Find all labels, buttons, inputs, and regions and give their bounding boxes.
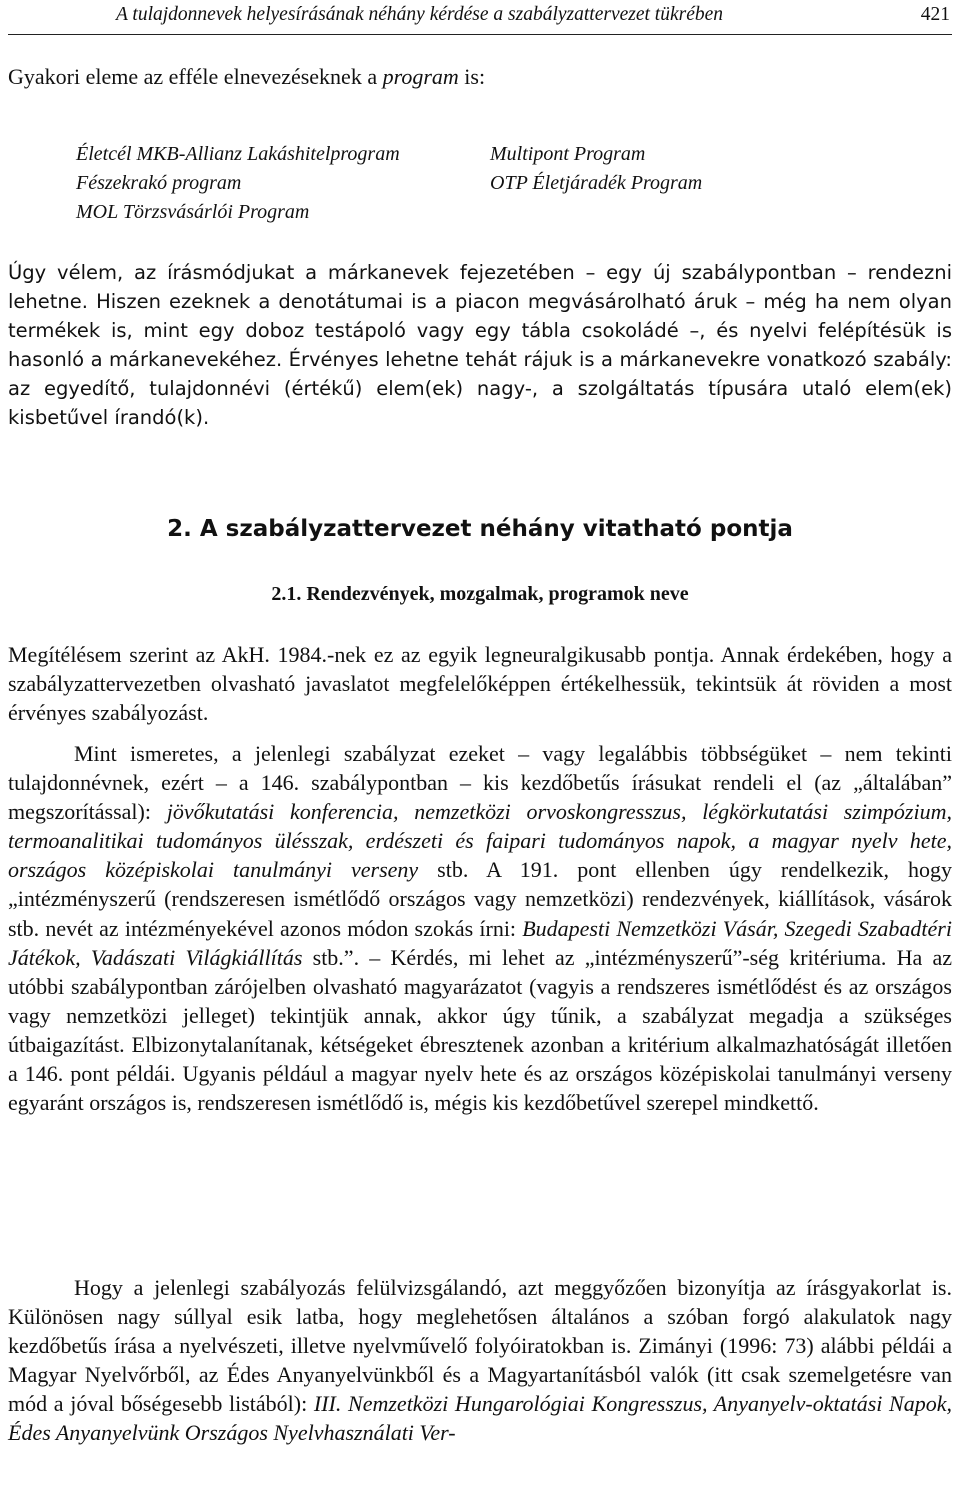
intro-italic-term: program <box>382 64 459 89</box>
page-number: 421 <box>920 4 950 25</box>
paragraph-3-text: stb. A 191. pont ellenben úgy rendelkezik, hogy „intézményszerű (rendszeresen ismétlődő országos vagy nemzetközi) rendezvények, kiállítások, vásárok stb. nevét az intézményekével azonos módon szokás írni: <box>8 857 953 941</box>
paragraph-2: Megítélésem szerint az AkH. 1984.-nek ez az egyik legneuralgikusabb pontja. Annak érdekében, hogy a szabályzattervezetben olvasható javaslatot megfelelőképpen értékelhessük, tekintsük át röviden a most érvényes szabályozást. <box>8 642 952 726</box>
example-item: Életcél MKB-Allianz Lakáshitelprogram <box>76 143 400 165</box>
paragraph-3-examples-italic: jövőkutatási konferencia, nemzetközi orvoskongresszus, légkörkutatási szimpózium, termoanalitikai tudományos ülésszak, erdészeti és faipari tudományos napok, a magyar nyelv hete, országos középiskolai tanulmányi verseny <box>8 799 952 883</box>
paragraph-3-examples-italic: Budapesti Nemzetközi Vásár, Szegedi Szabadtéri Játékok, Vadászati Világkiállítás <box>8 915 952 970</box>
paragraph-3 <box>8 739 952 1117</box>
section-heading: 2. A szabályzattervezet néhány vitatható pontja <box>167 516 793 542</box>
example-item: Fészekrakó program <box>76 172 242 194</box>
running-header <box>8 0 952 35</box>
paragraph-4-text: Hogy a jelenlegi szabályozás felülvizsgálandó, azt meggyőzően bizonyítja az írásgyakorlat is. Különösen nagy súllyal esik latba, hogy meglehetősen általános a szóban forgó alakulatok nagy kezdőbetűs írása a nyelvészeti, illetve nyelvművelő folyóiratokban is. Zimányi (1996: 73) alábbi példái a Magyar Nyelvőrből, az Édes Anyanyelvünkből és a Magyartanításból valók (itt csak szemelgetésre van mód a jóval bőségesebb listából): <box>8 1275 952 1417</box>
running-title: A tulajdonnevek helyesírásának néhány kérdése a szabályzattervezet tükrében <box>116 4 724 25</box>
paragraph-1: Úgy vélem, az írásmódjukat a márkanevek fejezetében – egy új szabálypontban – rendezni lehetne. Hiszen ezeknek a denotátumai is a piacon megvásárolható áruk – még ha nem olyan termékek is, mint egy doboz testápoló vagy egy tábla csokoládé –, és nyelvi felépítésük is hasonló a márkanevekéhez. Érvényes lehetne tehát rájuk is a márkanevekre vonatkozó szabály: az egyedítő, tulajdonnévi (értékű) elem(ek) nagy-, a szolgáltatás típusára utaló elem(ek) kisbetűvel írandó(k). <box>8 261 952 430</box>
example-item: OTP Életjáradék Program <box>490 172 703 194</box>
example-item: MOL Törzsvásárlói Program <box>76 201 310 223</box>
example-item: Multipont Program <box>490 143 646 165</box>
intro-text: Gyakori eleme az efféle elnevezéseknek a <box>8 64 383 89</box>
paragraph-3-text: Mint ismeretes, a jelenlegi szabályzat ezeket – vagy legalábbis többségüket – nem tekinti tulajdonnévnek, ezért – a 146. szabálypontban – kis kezdőbetűs írásukat rendeli el (az „általában” megszorítással): <box>8 741 952 825</box>
examples-left-column <box>76 140 476 227</box>
intro-sentence <box>8 62 952 92</box>
intro-text-end: is: <box>458 64 486 89</box>
examples-right-column <box>490 140 890 198</box>
paragraph-4 <box>8 1273 952 1448</box>
subsection-heading: 2.1. Rendezvények, mozgalmak, programok neve <box>271 583 689 605</box>
paragraph-3-text: stb.”. – Kérdés, mi lehet az „intézményszerű”-ség kritériuma. Ha az utóbbi szabálypontban zárójelben olvasható magyarázatot (vagyis a rendszeres ismétlődést és az országos vagy nemzetközi jelleget) tekintjük annak, akkor úgy tűnik, a szabályzat megadja a szükséges útbaigazítást. Elbizonytalanítanak, kétségeket ébresztenek azonban a kritérium alkalmazhatóságát illetően a 146. pont példái. Ugyanis például a magyar nyelv hete és az országos középiskolai tanulmányi verseny egyaránt országos is, rendszeresen ismétlődő is, mégis kis kezdőbetűvel szerepel mindkettő. <box>8 944 953 1116</box>
paragraph-4-examples-italic: III. Nemzetközi Hungarológiai Kongresszus, Anyanyelv-oktatási Napok, Édes Anyanyelvünk Országos Nyelvhasználati Ver- <box>8 1391 952 1446</box>
